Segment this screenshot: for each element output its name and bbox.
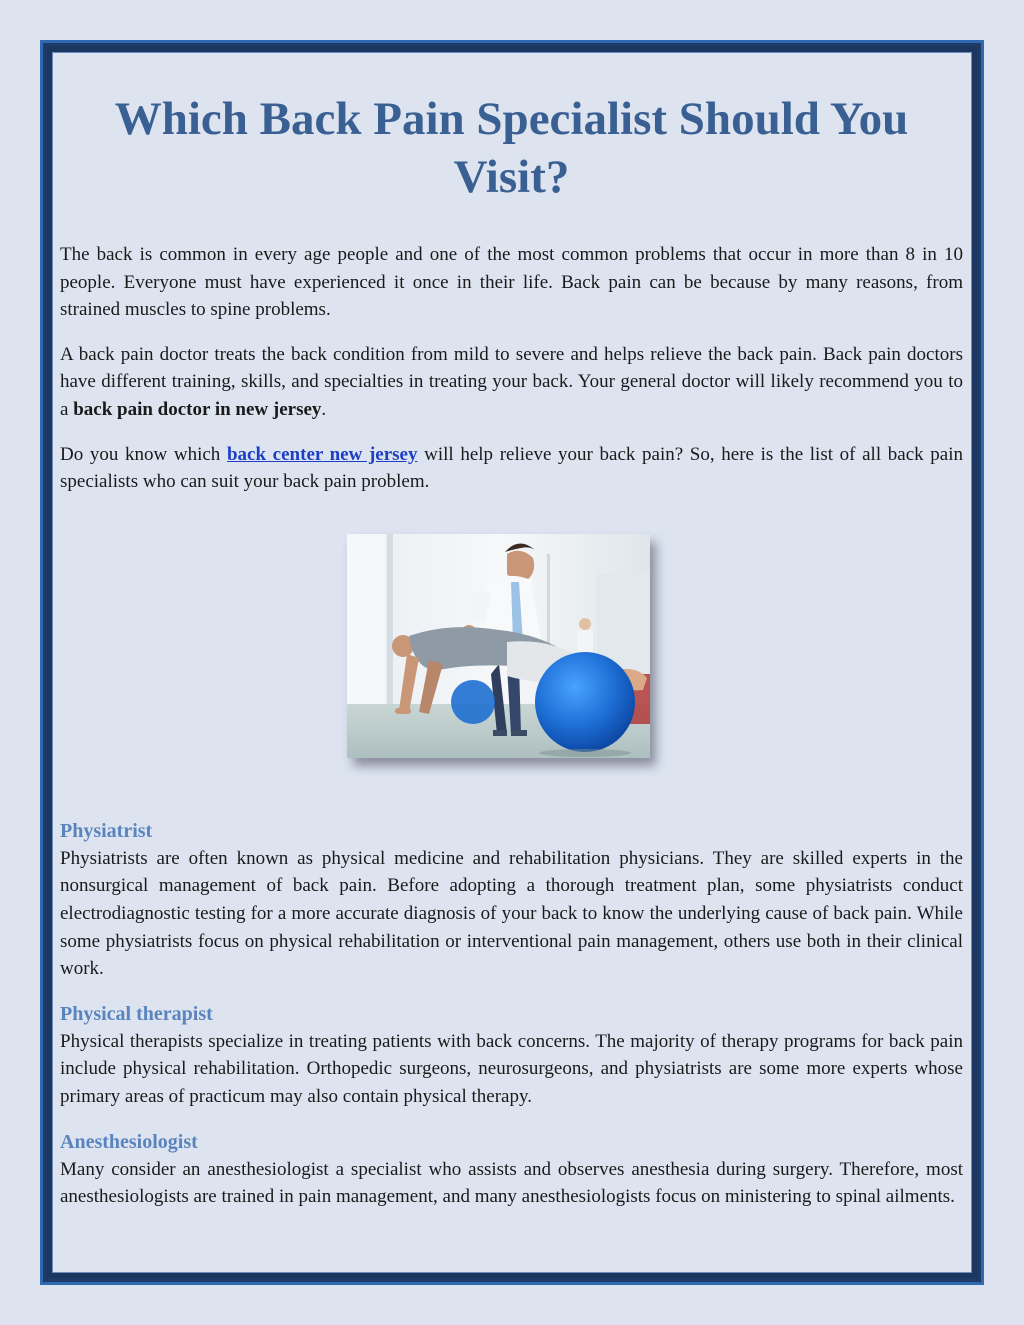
- section-body-physical-therapist: Physical therapists specialize in treating patients with back concerns. The majority of therapy programs for back pain include physical rehabilitation. Orthopedic surgeons, neurosurgeons, and physiatrists are some more experts whose primary areas of practicum may also contain physical therapy.: [60, 1030, 963, 1107]
- section-body-anesthesiologist: Many consider an anesthesiologist a specialist who assists and observes anesthesia during surgery. Therefore, most anesthesiologists are trained in pain management, and many anesthesiologists focus on ministering to spinal ailments.: [60, 1158, 963, 1208]
- intro-paragraph: The back is common in every age people and one of the most common problems that occur in more than 8 in 10 people. Everyone must have experienced it once in their life. Back pain can be because by many reasons, from strained muscles to spine problems.: [60, 244, 963, 321]
- doctor-paragraph: [60, 341, 963, 424]
- center-paragraph-end: will help relieve your back pain? So, here is the list of all back pain specialists who can suit your back pain problem.: [60, 443, 963, 493]
- back-center-link[interactable]: back center new jersey: [226, 443, 418, 465]
- center-paragraph: [60, 441, 963, 496]
- article: [60, 90, 963, 1211]
- therapy-photo-image: [347, 534, 650, 758]
- center-paragraph-text: Do you know which: [60, 443, 227, 465]
- section-heading-physical-therapist: Physical therapist: [60, 1002, 213, 1025]
- section-heading-physiatrist: Physiatrist: [60, 819, 153, 842]
- section-body-physiatrist: Physiatrists are often known as physical medicine and rehabilitation physicians. They are skilled experts in the nonsurgical management of back pain. Before adopting a thorough treatment plan, some physiatrists conduct electrodiagnostic testing for a more accurate diagnosis of your back to know the underlying cause of back pain. While some physiatrists focus on physical rehabilitation or interventional pain management, others use both in their clinical work.: [60, 847, 963, 980]
- therapy-photo: [347, 534, 650, 758]
- doctor-paragraph-end: .: [321, 398, 327, 420]
- section-heading-anesthesiologist: Anesthesiologist: [60, 1130, 198, 1153]
- doctor-paragraph-text: A back pain doctor treats the back condition from mild to severe and helps relieve the back pain. Back pain doctors have different training, skills, and specialties in treating your back. Your general doctor will likely recommend you to a: [60, 343, 963, 420]
- page-title: Which Back Pain Specialist Should You Visit?: [114, 93, 909, 203]
- bold-keyword: back pain doctor in new jersey: [73, 398, 322, 420]
